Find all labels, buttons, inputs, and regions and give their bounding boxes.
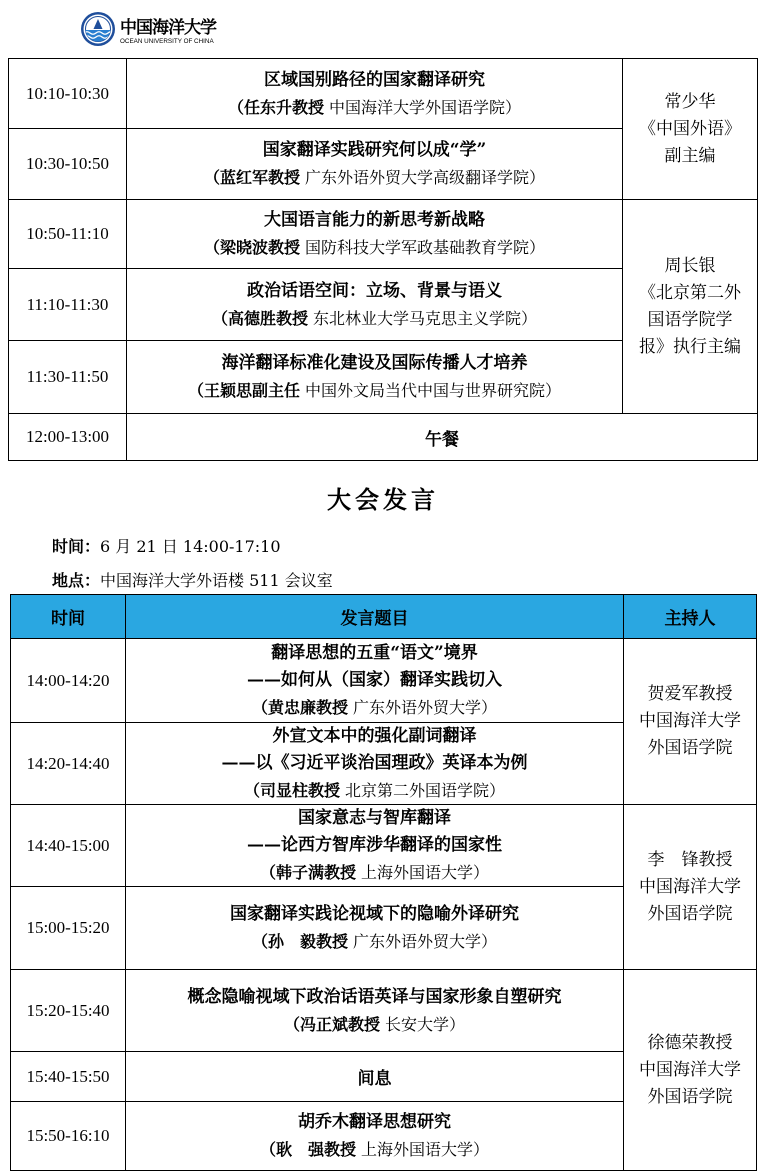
host-cell — [624, 639, 757, 805]
talk-title: 区域国别路径的国家翻译研究 — [264, 69, 485, 90]
host-line: 李 锋教授 — [647, 849, 733, 870]
topic-cell — [127, 269, 623, 341]
plenary-schedule-table — [10, 594, 757, 1171]
speaker-line — [127, 94, 622, 121]
talk-title: 翻译思想的五重“语文”境界 — [271, 643, 478, 663]
host-cell — [623, 59, 758, 200]
host-line: 徐德荣教授 — [647, 1032, 733, 1053]
speaker-line — [127, 305, 622, 332]
time-cell: 10:50-11:10 — [9, 200, 127, 269]
time-cell: 10:30-10:50 — [9, 129, 127, 200]
lunch-cell: 午餐 — [127, 414, 758, 461]
time-cell: 14:40-15:00 — [11, 805, 126, 887]
table-row — [9, 200, 758, 269]
time-cell: 11:30-11:50 — [9, 341, 127, 414]
host-line: 《中国外语》 — [639, 118, 741, 139]
speaker-line — [126, 694, 623, 721]
time-cell: 15:00-15:20 — [11, 887, 126, 970]
speaker-name: （耿 强教授 — [259, 1140, 356, 1159]
host-line: 副主编 — [664, 145, 716, 166]
host-line: 外国语学院 — [647, 738, 733, 758]
speaker-line — [127, 164, 622, 191]
speaker-line — [126, 777, 623, 804]
topic-cell — [127, 59, 623, 129]
topic-cell — [126, 805, 624, 887]
table-row — [11, 805, 757, 887]
time-cell: 11:10-11:30 — [9, 269, 127, 341]
talk-subtitle: ——如何从（国家）翻译实践切入 — [247, 670, 502, 690]
logo-english-name: OCEAN UNIVERSITY OF CHINA — [120, 38, 214, 45]
logo-chinese-name: 中国海洋大学 — [120, 18, 216, 38]
table-row — [9, 59, 758, 129]
host-line: 中国海洋大学 — [639, 876, 741, 897]
talk-title: 外宣文本中的强化副词翻译 — [272, 726, 477, 746]
speaker-line — [127, 377, 622, 404]
speaker-name: （任东升教授 — [227, 97, 324, 117]
host-line: 国语学院学 — [647, 309, 733, 330]
speaker-line — [126, 1136, 623, 1163]
talk-title: 政治话语空间：立场、背景与语义 — [247, 280, 502, 301]
speaker-name: （冯正斌教授 — [283, 1014, 380, 1034]
speaker-line — [126, 1011, 623, 1038]
speaker-affiliation: 东北林业大学马克思主义学院） — [313, 308, 538, 328]
place-label: 地点： — [52, 571, 101, 590]
speaker-name: （韩子满教授 — [259, 863, 356, 882]
speaker-affiliation: 国防科技大学军政基础教育学院） — [305, 238, 546, 257]
host-line: 报》执行主编 — [639, 336, 741, 357]
column-header-topic: 发言题目 — [126, 595, 624, 639]
host-line: 贺爱军教授 — [647, 684, 733, 704]
talk-title: 国家翻译实践研究何以成“学” — [262, 140, 487, 160]
host-line: 中国海洋大学 — [639, 711, 741, 731]
column-header-time: 时间 — [11, 595, 126, 639]
session-place — [52, 568, 333, 591]
topic-cell — [126, 887, 624, 970]
table-header-row — [11, 595, 757, 639]
topic-cell — [126, 639, 624, 723]
section-title: 大会发言 — [327, 485, 439, 514]
talk-title: 国家翻译实践论视域下的隐喻外译研究 — [230, 904, 519, 924]
university-logo — [80, 10, 220, 50]
host-cell — [624, 970, 757, 1171]
speaker-affiliation: 中国外文局当代中国与世界研究院） — [305, 381, 562, 400]
speaker-name: （司显柱教授 — [243, 781, 340, 800]
break-cell: 间息 — [126, 1052, 624, 1102]
talk-title: 国家意志与智库翻译 — [298, 808, 451, 828]
time-cell: 15:20-15:40 — [11, 970, 126, 1052]
time-cell: 14:20-14:40 — [11, 723, 126, 805]
talk-title: 大国语言能力的新思考新战略 — [264, 210, 485, 230]
table-row — [11, 639, 757, 723]
time-cell: 12:00-13:00 — [9, 414, 127, 461]
speaker-affiliation: 北京第二外国语学院） — [345, 781, 506, 800]
speaker-line — [127, 234, 622, 261]
host-line: 外国语学院 — [647, 1086, 733, 1107]
speaker-line — [126, 928, 623, 955]
time-cell: 14:00-14:20 — [11, 639, 126, 723]
time-value: 6 月 21 日 14:00-17:10 — [100, 537, 281, 556]
table-row — [9, 414, 758, 461]
topic-cell — [126, 1102, 624, 1171]
topic-cell — [126, 723, 624, 805]
topic-cell — [127, 341, 623, 414]
speaker-line — [126, 859, 623, 886]
speaker-affiliation: 上海外国语大学） — [361, 863, 490, 882]
host-line: 《北京第二外 — [639, 282, 741, 303]
speaker-affiliation: 长安大学） — [385, 1014, 466, 1034]
host-cell — [623, 200, 758, 414]
talk-subtitle: ——以《习近平谈治国理政》英译本为例 — [221, 753, 528, 773]
time-cell: 10:10-10:30 — [9, 59, 127, 129]
talk-title: 海洋翻译标准化建设及国际传播人才培养 — [221, 353, 528, 373]
speaker-name: （黄忠廉教授 — [251, 698, 348, 717]
talk-title: 胡乔木翻译思想研究 — [298, 1112, 451, 1132]
session-time — [52, 534, 281, 557]
host-line: 常少华 — [664, 91, 716, 112]
table-row — [11, 970, 757, 1052]
host-line: 中国海洋大学 — [639, 1059, 741, 1080]
talk-subtitle: ——论西方智库涉华翻译的国家性 — [247, 835, 502, 855]
host-cell — [624, 805, 757, 970]
talk-title: 概念隐喻视域下政治话语英译与国家形象自塑研究 — [187, 986, 562, 1007]
host-line: 外国语学院 — [647, 903, 733, 924]
speaker-name: （蓝红军教授 — [203, 168, 300, 187]
topic-cell — [127, 129, 623, 200]
university-emblem-icon — [80, 11, 116, 47]
place-value: 中国海洋大学外语楼 511 会议室 — [100, 571, 333, 590]
topic-cell — [126, 970, 624, 1052]
morning-schedule-table — [8, 58, 758, 461]
speaker-affiliation: 广东外语外贸大学高级翻译学院） — [305, 168, 546, 187]
speaker-name: （梁晓波教授 — [203, 238, 300, 257]
column-header-host: 主持人 — [624, 595, 757, 639]
speaker-affiliation: 中国海洋大学外国语学院） — [329, 97, 522, 117]
time-label: 时间： — [52, 537, 101, 556]
topic-cell — [127, 200, 623, 269]
speaker-name: （王颖思副主任 — [187, 381, 300, 400]
speaker-name: （高德胜教授 — [211, 308, 308, 328]
time-cell: 15:40-15:50 — [11, 1052, 126, 1102]
speaker-affiliation: 广东外语外贸大学） — [353, 698, 498, 717]
time-cell: 15:50-16:10 — [11, 1102, 126, 1171]
speaker-name: （孙 毅教授 — [251, 932, 348, 951]
speaker-affiliation: 上海外国语大学） — [361, 1140, 490, 1159]
host-line: 周长银 — [664, 255, 716, 276]
speaker-affiliation: 广东外语外贸大学） — [353, 932, 498, 951]
